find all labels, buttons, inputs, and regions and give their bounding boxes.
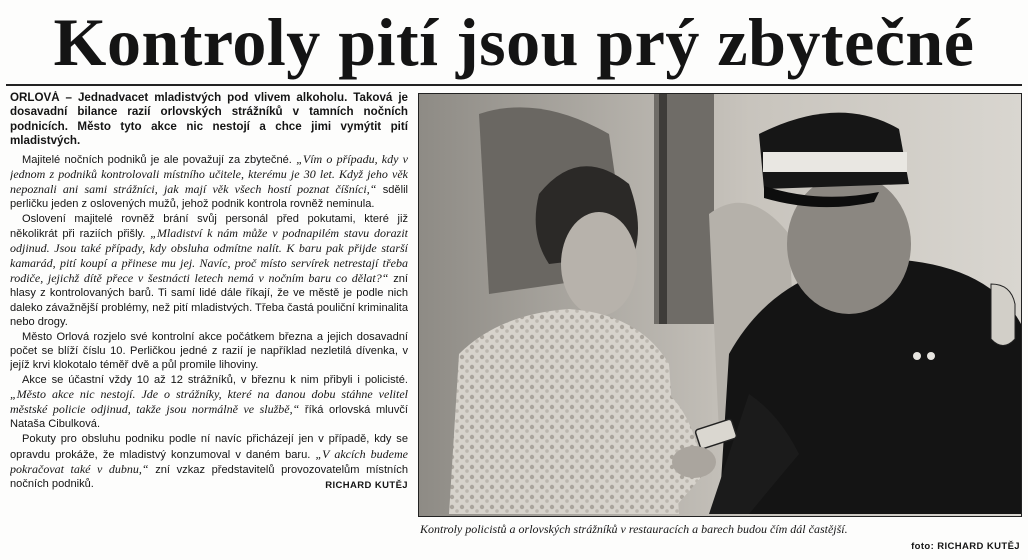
article-body <box>10 91 408 557</box>
police-cap-crown <box>759 113 909 189</box>
p5-text-b: zní vzkaz představitelů provozovatelům místních nočních podniků. <box>10 463 408 490</box>
dateline: ORLOVÁ – <box>10 91 73 104</box>
headline: Kontroly pití jsou prý zbytečné <box>53 4 975 80</box>
news-photo <box>418 93 1022 517</box>
hand <box>672 446 716 478</box>
paragraph-4 <box>10 373 408 431</box>
p4-text-b: říká orlovská mluvčí Nataša Cibulková. <box>10 404 408 431</box>
paragraph-2 <box>10 212 408 329</box>
paragraph-3: Město Orlová rozjelo své kontrolní akce počátkem března a jejich dosavadní počet se blíží číslu 10. Perličkou jedné z razií je například nezletilá dívenka, v jejíž krvi klokotalo téměř dvě a půl promile lihoviny. <box>10 330 408 371</box>
photo-illustration <box>419 94 1021 516</box>
police-cap-band <box>763 152 907 172</box>
p2-quote: „Mladiství k nám může v podnapilém stavu dorazit odjinud. Jsou také případy, kdy obsluha odmítne nalít. K baru pak přijde starší kamarád, pití koupí a přinese mu jej. Navíc, proč místo servírek netrestají třeba rodiče, jejichž dítě přece v šestnácti letech nemá v nočním baru co dělat?“ <box>10 226 408 286</box>
article-byline: RICHARD KUTĚJ <box>325 479 408 491</box>
photo-credit: foto: RICHARD KUTĚJ <box>911 541 1020 552</box>
p4-quote: „Město akce nic nestojí. Jde o strážníky, které na danou dobu stáhne velitel městské policie odjinud, takže jsou normálně ve službě,“ <box>10 387 408 417</box>
policeman-face <box>787 174 911 314</box>
p4-text-a: Akce se účastní vždy 10 až 12 strážníků, v březnu k nim přibyli i policisté. <box>22 374 408 387</box>
p5-text-a: Pokuty pro obsluhu podniku podle ní navíc přicházejí jen v případě, kdy se opravdu prokáže, že mladistvý konzumoval v daném baru. <box>10 433 408 461</box>
p5-quote: „V akcích budeme pokračovat také v dubnu,“ <box>10 446 408 476</box>
young-man-face <box>561 212 637 316</box>
background-frame <box>659 94 667 324</box>
p1-text-a: Majitelé nočních podniků je ale považují za zbytečné. <box>22 153 292 166</box>
p1-quote: „Vím o případu, kdy v jednom z podniků kontrolovali místního učitele, kterému je 30 let. Když jeho věk nepoznali ani sami strážníci, jak mají věk všech hostí poznat číšníci,“ <box>10 151 408 196</box>
lead-paragraph <box>10 91 408 149</box>
lead-text: Jednadvacet mladistvých pod vlivem alkoholu. Taková je dosavadní bilance razií orlovských strážníků v tamních nočních podnicích. Město tyto akce nic nestojí a chce jimi vymýtit pití mladistvých. <box>10 91 408 148</box>
photo-caption: Kontroly policistů a orlovských strážníků v restauracích a barech budou čím dál častější. <box>420 522 848 536</box>
p1-text-b: sdělil perličku jeden z oslovených mužů, jehož podnik kontrola rovněž neminula. <box>10 183 408 210</box>
p2-text-a: Oslovení majitelé rovněž brání svůj personál před pokutami, které již několikrát při raziích přišly. <box>10 213 408 241</box>
paragraph-5 <box>10 432 408 490</box>
p2-text-b: zní hlasy z kontrolovaných barů. Ti samí lidé dále říkají, že ve městě je podle nich daleko závažnější problémy, než pití mladistvých. Třeba častá pouliční kriminalita nebo drogy. <box>10 273 408 328</box>
headline-rule <box>6 84 1022 86</box>
paragraph-1 <box>10 152 408 211</box>
